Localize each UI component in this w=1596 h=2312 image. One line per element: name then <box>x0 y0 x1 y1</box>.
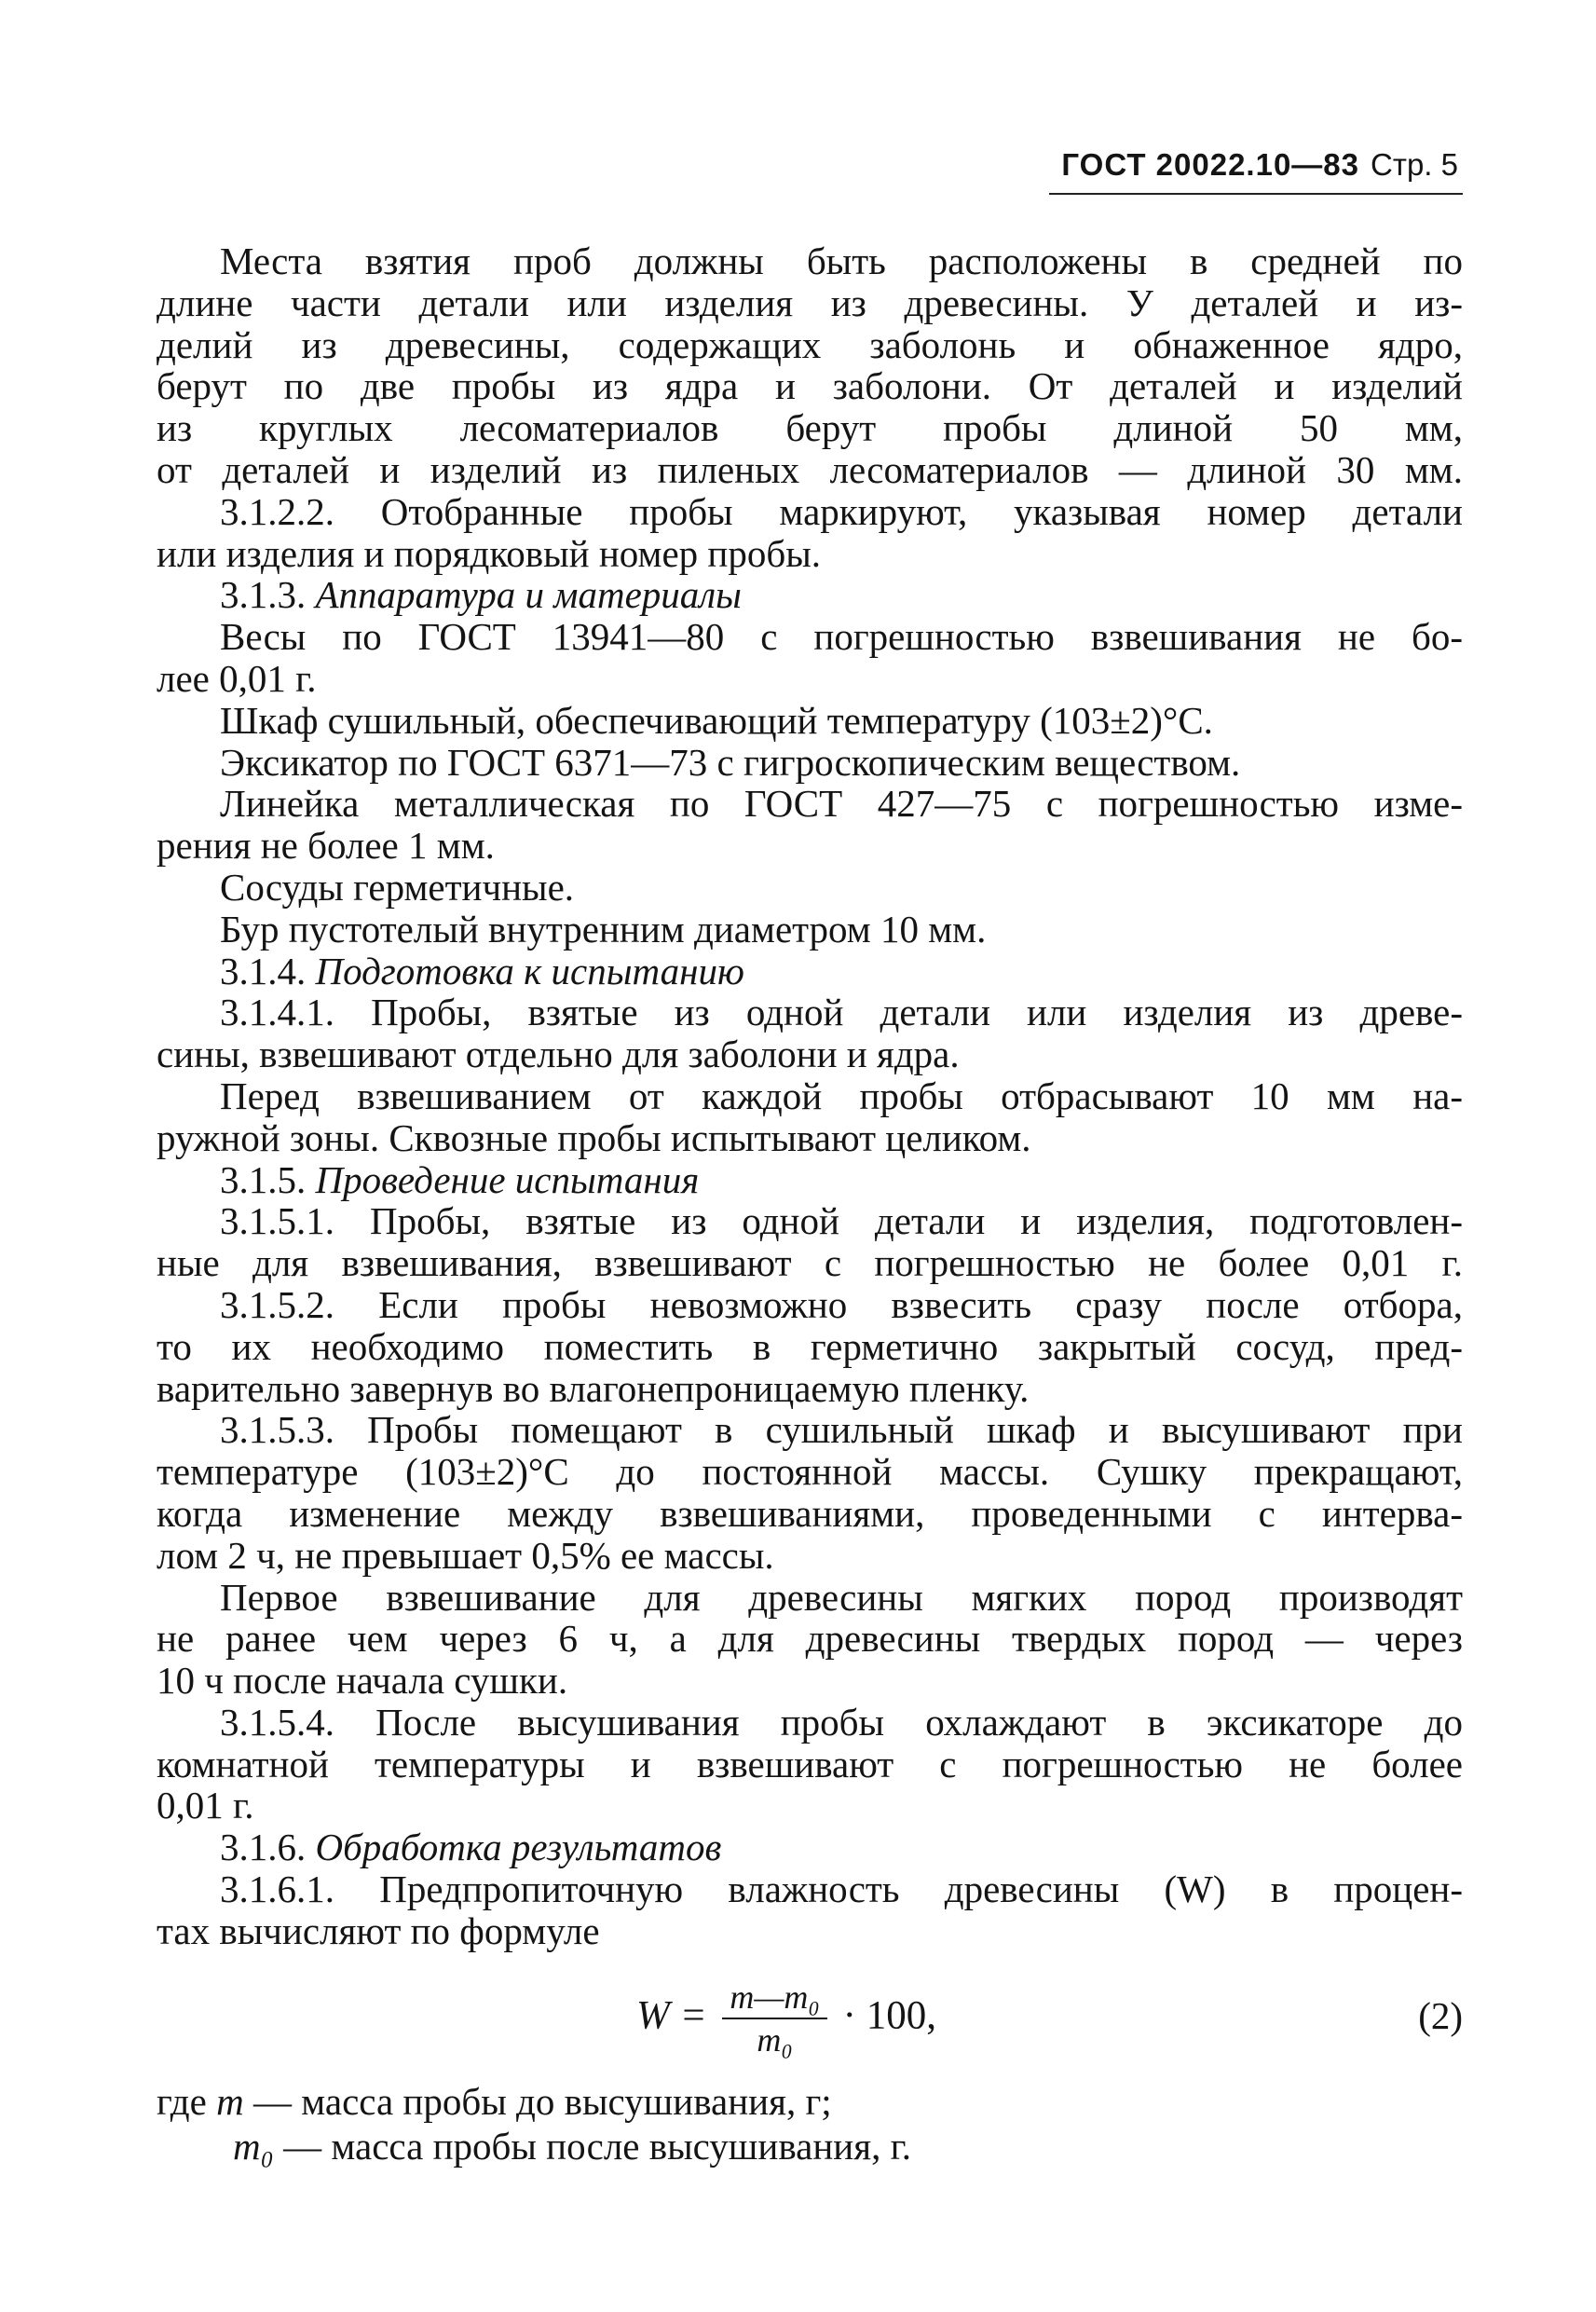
text-line: сины, взвешивают отдельно для заболони и ядра. <box>157 1033 960 1076</box>
text-line: длине части детали или изделия из древесины. У деталей и из- <box>157 280 1463 324</box>
section-heading <box>157 1159 1463 1201</box>
text-line: Бур пустотелый внутренним диаметром 10 мм. <box>220 907 987 951</box>
text-line: 10 ч после начала сушки. <box>157 1659 568 1703</box>
text-line: не ранее чем через 6 ч, а для древесины твердых пород — через <box>157 1617 1463 1661</box>
section-title: Аппаратура и материалы <box>315 573 742 617</box>
text-line: от деталей и изделий из пиленых лесоматериалов — длиной 30 мм. <box>157 447 1463 491</box>
text-line: берут по две пробы из ядра и заболони. От деталей и изделий <box>157 364 1463 408</box>
symbol-m: m <box>216 2079 244 2123</box>
text-line: делий из древесины, содержащих заболонь и обнаженное ядро, <box>157 322 1463 366</box>
text-line: тах вычисляют по формуле <box>157 1908 600 1952</box>
legend-line-m0 <box>157 2126 1463 2170</box>
text-line: Линейка металлическая по ГОСТ 427—75 с погрешностью изме- <box>220 782 1463 826</box>
section-number: 3.1.4. <box>220 949 307 992</box>
text-line: 3.1.5.3. Пробы помещают в сушильный шкаф и высушивают при <box>220 1408 1463 1452</box>
section-number: 3.1.3. <box>220 573 307 617</box>
section-heading <box>157 574 1463 616</box>
header-rule <box>1049 193 1463 195</box>
text-line: то их необходимо поместить в герметично закрытый сосуд, пред- <box>157 1324 1463 1368</box>
text-line: 3.1.5.4. После высушивания пробы охлаждают в эксикаторе до <box>220 1700 1463 1744</box>
symbol-m0-description: — масса пробы после высушивания, г. <box>283 2124 912 2168</box>
text-line: рения не более 1 мм. <box>157 824 495 868</box>
text-line: Первое взвешивание для древесины мягких пород производят <box>220 1575 1463 1619</box>
section-number: 3.1.6. <box>220 1826 307 1869</box>
formula-denominator: m₀ <box>757 2021 793 2059</box>
text-line: ружной зоны. Сквозные пробы испытывают целиком. <box>157 1115 1031 1159</box>
text-line: Весы по ГОСТ 13941—80 с погрешностью взвешивания не бо- <box>220 615 1463 659</box>
text-line: комнатной температуры и взвешивают с погрешностью не более <box>157 1742 1463 1785</box>
text-line: Места взятия проб должны быть расположены в средней по <box>220 239 1463 282</box>
text-line: 0,01 г. <box>157 1784 254 1827</box>
document-body <box>157 240 1463 2170</box>
formula-numerator: m—m₀ <box>722 1977 827 2020</box>
section-title: Обработка результатов <box>315 1826 722 1869</box>
text-line: 3.1.6.1. Предпропиточную влажность древесины (W) в процен- <box>220 1867 1463 1911</box>
where-word: где <box>157 2079 207 2123</box>
section-heading <box>157 1826 1463 1868</box>
text-line: 3.1.4.1. Пробы, взятые из одной детали или изделия из древе- <box>220 991 1463 1034</box>
text-line: Сосуды герметичные. <box>220 865 575 909</box>
text-line: 3.1.5.1. Пробы, взятые из одной детали и изделия, подготовлен- <box>220 1199 1463 1243</box>
formula-block <box>157 1956 1463 2081</box>
text-line: температуре (103±2)°С до постоянной массы. Сушку прекращают, <box>157 1450 1463 1494</box>
text-line: когда изменение между взвешиваниями, проведенными с интерва- <box>157 1491 1463 1535</box>
section-heading <box>157 951 1463 992</box>
text-line: из круглых лесоматериалов берут пробы длиной 50 мм, <box>157 406 1463 450</box>
legend-line-m <box>157 2081 1463 2126</box>
formula-fraction <box>722 1977 827 2062</box>
text-line: Эксикатор по ГОСТ 6371—73 с гигроскопическим веществом. <box>220 740 1241 784</box>
text-line: Шкаф сушильный, обеспечивающий температуру (103±2)°С. <box>220 698 1213 742</box>
text-line: Перед взвешиванием от каждой пробы отбрасывают 10 мм на- <box>220 1074 1463 1117</box>
text-line: лее 0,01 г. <box>157 656 317 700</box>
text-line: лом 2 ч, не превышает 0,5% ее массы. <box>157 1533 774 1577</box>
section-title: Проведение испытания <box>315 1157 700 1201</box>
symbol-m0: m₀ <box>233 2124 274 2168</box>
page-header <box>1061 147 1458 183</box>
formula <box>636 1977 936 2062</box>
symbol-m-description: — масса пробы до высушивания, г; <box>252 2079 832 2123</box>
text-line: 3.1.5.2. Если пробы невозможно взвесить сразу после отбора, <box>220 1282 1463 1326</box>
section-number: 3.1.5. <box>220 1157 307 1201</box>
text-line: варительно завернув во влагонепроницаемую пленку. <box>157 1366 1030 1410</box>
page-number: Стр. 5 <box>1371 147 1458 182</box>
formula-lhs: W = <box>636 1993 707 2038</box>
text-line: 3.1.2.2. Отобранные пробы маркируют, указывая номер детали <box>220 489 1463 533</box>
section-title: Подготовка к испытанию <box>315 949 744 992</box>
text-line: ные для взвешивания, взвешивают с погрешностью не более 0,01 г. <box>157 1241 1463 1285</box>
standard-code: ГОСТ 20022.10—83 <box>1061 147 1359 182</box>
text-line: или изделия и порядковый номер пробы. <box>157 531 821 575</box>
equation-number: (2) <box>1418 1993 1463 2037</box>
formula-rhs: · 100, <box>842 1993 936 2038</box>
